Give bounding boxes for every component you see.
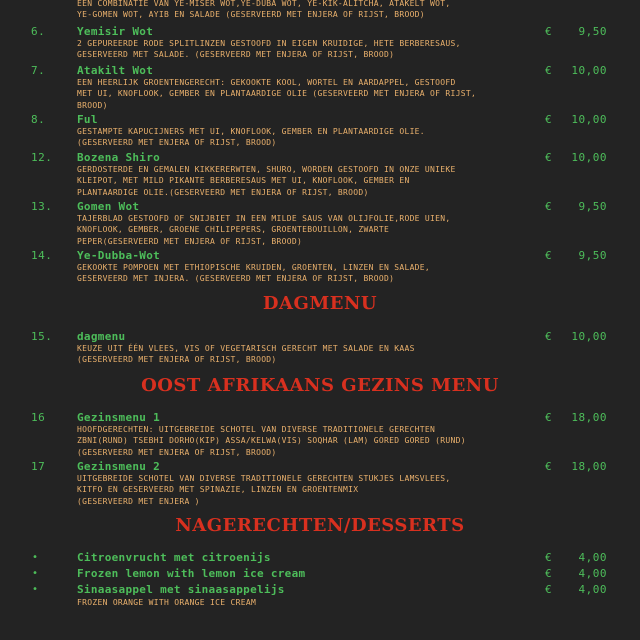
item-title: Yemisir Wot <box>77 25 154 38</box>
desc-line: PEPER(GESERVEERD MET ENJERA OF RIJST, BROOD) <box>77 236 303 246</box>
item-price: 18,00 <box>571 460 607 473</box>
bullet: • <box>32 568 39 579</box>
item-price: 10,00 <box>571 151 607 164</box>
desc-line: KNOFLOOK, GEMBER, GROENE CHILIPEPERS, GROENTEBOUILLON, ZWARTE <box>77 225 390 235</box>
desc-line: KEUZE UIT ÉÉN VLEES, VIS OF VEGETARISCH GERECHT MET SALADE EN KAAS <box>77 344 415 353</box>
currency-symbol: € <box>545 411 552 424</box>
item-description <box>77 126 542 149</box>
bullet: • <box>32 552 39 563</box>
dessert-price: 4,00 <box>578 583 607 596</box>
item-price: 10,00 <box>571 64 607 77</box>
section-heading-desserts: NAGERECHTEN/DESSERTS <box>175 515 465 536</box>
currency-symbol: € <box>545 460 552 473</box>
item-description <box>77 77 542 111</box>
desc-line: YE-GOMEN WOT, AYIB EN SALADE (GESERVEERD MET ENJERA OF RIJST, BROOD) <box>77 10 425 20</box>
item-number: 7. <box>31 64 46 77</box>
dessert-price: 4,00 <box>578 567 607 580</box>
item-price: 9,50 <box>578 249 607 262</box>
currency-symbol: € <box>545 583 552 596</box>
item-description <box>77 213 542 247</box>
desc-line: KITFO EN GESERVEERD MET SPINAZIE, LINZEN EN GROENTENMIX <box>77 485 359 495</box>
item-number: 15. <box>31 330 53 343</box>
item-number: 8. <box>31 113 46 126</box>
item-title: Gomen Wot <box>77 200 140 213</box>
desc-line: KLEIPOT, MET MILD PIKANTE BERBERESAUS MET UI, KNOFLOOK, GEMBER EN <box>77 176 410 186</box>
desc-line: MET UI, KNOFLOOK, GEMBER EN PLANTAARDIGE OLIE (GESERVEERD MET ENJERA OF RIJST, <box>77 89 477 99</box>
item-description <box>77 343 542 366</box>
item-description <box>77 424 542 458</box>
desc-line: BROOD) <box>77 100 108 110</box>
currency-symbol: € <box>545 25 552 38</box>
desc-line: (GESERVEERD MET ENJERA ) <box>77 496 200 506</box>
currency-symbol: € <box>545 567 552 580</box>
item-number: 14. <box>31 249 53 262</box>
item-title: Gezinsmenu 2 <box>77 460 161 473</box>
desc-line: GERDOSTERDE EN GEMALEN KIKKERERWTEN, SHURO, WORDEN GESTOOFD IN ONZE UNIEKE <box>77 165 456 174</box>
item-price: 9,50 <box>578 200 607 213</box>
desc-line: (GESERVEERD MET ENJERA OF RIJST, BROOD) <box>77 355 277 365</box>
dessert-title: Frozen lemon with lemon ice cream <box>77 567 306 580</box>
item-description <box>77 473 542 507</box>
currency-symbol: € <box>545 113 552 126</box>
desc-line: (GESERVEERD MET ENJERA OF RIJST, BROOD) <box>77 138 277 148</box>
item-price: 18,00 <box>571 411 607 424</box>
item-price: 10,00 <box>571 113 607 126</box>
desc-line: EEN HEERLIJK GROENTENGERECHT: GEKOOKTE KOOL, WORTEL EN AARDAPPEL, GESTOOFD <box>77 78 456 87</box>
item-description <box>77 164 542 198</box>
dessert-title: Citroenvrucht met citroenijs <box>77 551 271 564</box>
item-description <box>77 262 542 285</box>
currency-symbol: € <box>545 551 552 564</box>
item-title: Ye-Dubba-Wot <box>77 249 161 262</box>
desc-line: (GESERVEERD MET ENJERA OF RIJST, BROOD) <box>77 447 277 457</box>
item-title: Bozena Shiro <box>77 151 161 164</box>
currency-symbol: € <box>545 200 552 213</box>
currency-symbol: € <box>545 249 552 262</box>
item-number: 16 <box>31 411 46 424</box>
item-title: dagmenu <box>77 330 126 343</box>
item-number: 12. <box>31 151 53 164</box>
desc-line: HOOFDGERECHTEN: UITGEBREIDE SCHOTEL VAN DIVERSE TRADITIONELE GERECHTEN <box>77 425 436 434</box>
item-description <box>77 38 542 61</box>
desc-line: ZBNI(RUND) TSEBHI DORHO(KIP) ASSA/KELWA(VIS) SOQHAR (LAM) GORED GORED (RUND) <box>77 436 466 446</box>
desc-line: PLANTAARDIGE OLIE.(GESERVEERD MET ENJERA OF RIJST, BROOD) <box>77 187 369 197</box>
item-title: Atakilt Wot <box>77 64 154 77</box>
dessert-price: 4,00 <box>578 551 607 564</box>
section-heading-dagmenu: DAGMENU <box>262 293 378 314</box>
desc-line: GEKOOKTE POMPOEN MET ETHIOPISCHE KRUIDEN, GROENTEN, LINZEN EN SALADE, <box>77 263 431 272</box>
desc-line: UITGEBREIDE SCHOTEL VAN DIVERSE TRADITIONELE GERECHTEN STUKJES LAMSVLEES, <box>77 474 451 483</box>
currency-symbol: € <box>545 151 552 164</box>
bullet: • <box>32 584 39 595</box>
dessert-description: FROZEN ORANGE WITH ORANGE ICE CREAM <box>77 598 257 607</box>
item-price: 10,00 <box>571 330 607 343</box>
item-title: Gezinsmenu 1 <box>77 411 161 424</box>
desc-line: EEN COMBINATIE VAN YE-MISER WOT,YE-DUBA WOT, YE-KIK-ALITCHA, ATAKELT WOT, <box>77 0 451 8</box>
section-heading-gezins-menu: OOST AFRIKAANS GEZINS MENU <box>141 375 499 396</box>
item-title: Ful <box>77 113 98 126</box>
desc-line: 2 GEPUREERDE RODE SPLITLINZEN GESTOOFD IN EIGEN KRUIDIGE, HETE BERBERESAUS, <box>77 39 461 48</box>
desc-line: GESERVEERD MET SALADE. (GESERVEERD MET ENJERA OF RIJST, BROOD) <box>77 50 395 60</box>
top-description <box>77 0 542 21</box>
item-price: 9,50 <box>578 25 607 38</box>
item-number: 13. <box>31 200 53 213</box>
dessert-title: Sinaasappel met sinaasappelijs <box>77 583 285 596</box>
desc-line: GESERVEERD MET INJERA. (GESERVEERD MET ENJERA OF RIJST, BROOD) <box>77 274 395 284</box>
currency-symbol: € <box>545 330 552 343</box>
desc-line: TAJERBLAD GESTOOFD OF SNIJBIET IN EEN MILDE SAUS VAN OLIJFOLIE,RODE UIEN, <box>77 214 451 223</box>
item-number: 6. <box>31 25 46 38</box>
desc-line: GESTAMPTE KAPUCIJNERS MET UI, KNOFLOOK, GEMBER EN PLANTAARDIGE OLIE. <box>77 127 425 136</box>
currency-symbol: € <box>545 64 552 77</box>
item-number: 17 <box>31 460 46 473</box>
